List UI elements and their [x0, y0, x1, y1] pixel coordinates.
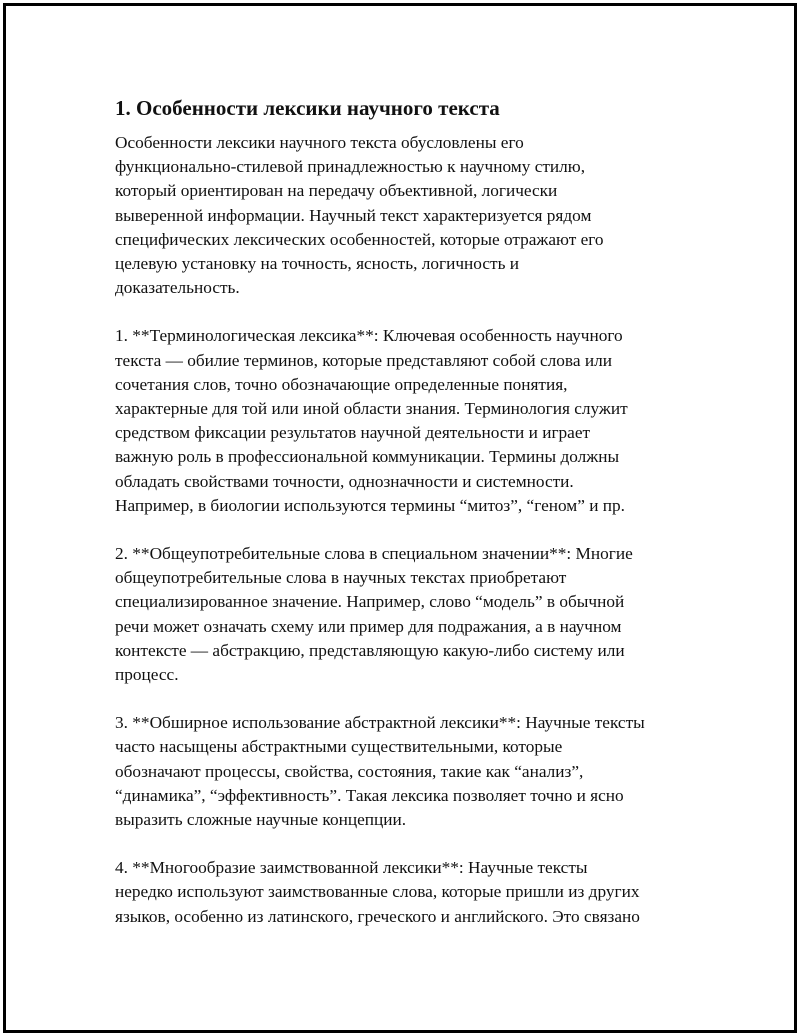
paragraph: [115, 131, 715, 300]
text-line: выверенной информации. Научный текст характеризуется рядом: [115, 205, 592, 225]
text-line: Особенности лексики научного текста обусловлены его: [115, 133, 524, 152]
paragraph: [115, 324, 715, 518]
text-line: важную роль в профессиональной коммуникации. Термины должны: [115, 447, 620, 467]
text-line: который ориентирован на передачу объективной, логически: [115, 181, 558, 201]
text-line: целевую установку на точность, ясность, логичность и: [115, 254, 520, 274]
text-line: специфических лексических особенностей, которые отражают его: [115, 229, 604, 249]
text-line: 2. **Общеупотребительные слова в специальном значении**: Многие: [115, 544, 633, 564]
text-line: 1. **Терминологическая лексика**: Ключевая особенность научного: [115, 326, 623, 346]
text-line: 4. **Многообразие заимствованной лексики**: Научные тексты: [115, 858, 588, 878]
text-line: общеупотребительные слова в научных текстах приобретают: [115, 568, 567, 588]
text-line: функционально-стилевой принадлежностью к научному стилю,: [115, 157, 586, 177]
paragraph-list: [115, 131, 715, 929]
text-line: языков, особенно из латинского, греческого и английского. Это связано: [115, 906, 640, 926]
text-line: средством фиксации результатов научной деятельности и играет: [115, 423, 591, 443]
text-line: обозначают процессы, свойства, состояния, такие как “анализ”,: [115, 761, 584, 781]
text-line: текста — обилие терминов, которые представляют собой слова или: [115, 350, 612, 370]
text-line: 3. **Обширное использование абстрактной лексики**: Научные тексты: [115, 713, 645, 733]
text-line: выразить сложные научные концепции.: [115, 810, 407, 830]
paragraph: [115, 542, 715, 687]
text-line: процесс.: [115, 665, 179, 685]
text-line: речи может означать схему или пример для подражания, а в научном: [115, 616, 622, 636]
text-line: “динамика”, “эффективность”. Такая лексика позволяет точно и ясно: [115, 785, 624, 805]
text-line: доказательность.: [115, 278, 240, 298]
text-line: специализированное значение. Например, слово “модель” в обычной: [115, 592, 625, 612]
paragraph: [115, 711, 715, 832]
text-line: сочетания слов, точно обозначающие определенные понятия,: [115, 374, 568, 394]
paragraph: [115, 856, 715, 929]
text-line: часто насыщены абстрактными существительными, которые: [115, 737, 563, 757]
text-line: Например, в биологии используются термины “митоз”, “геном” и пр.: [115, 495, 626, 515]
text-line: контексте — абстракцию, представляющую какую-либо систему или: [115, 640, 625, 660]
section-heading: 1. Особенности лексики научного текста: [115, 96, 500, 120]
text-line: характерные для той или иной области знания. Терминология служит: [115, 399, 628, 419]
document-body: [115, 95, 715, 953]
text-line: нередко используют заимствованные слова, которые пришли из других: [115, 882, 640, 902]
text-line: обладать свойствами точности, однозначности и системности.: [115, 471, 574, 491]
